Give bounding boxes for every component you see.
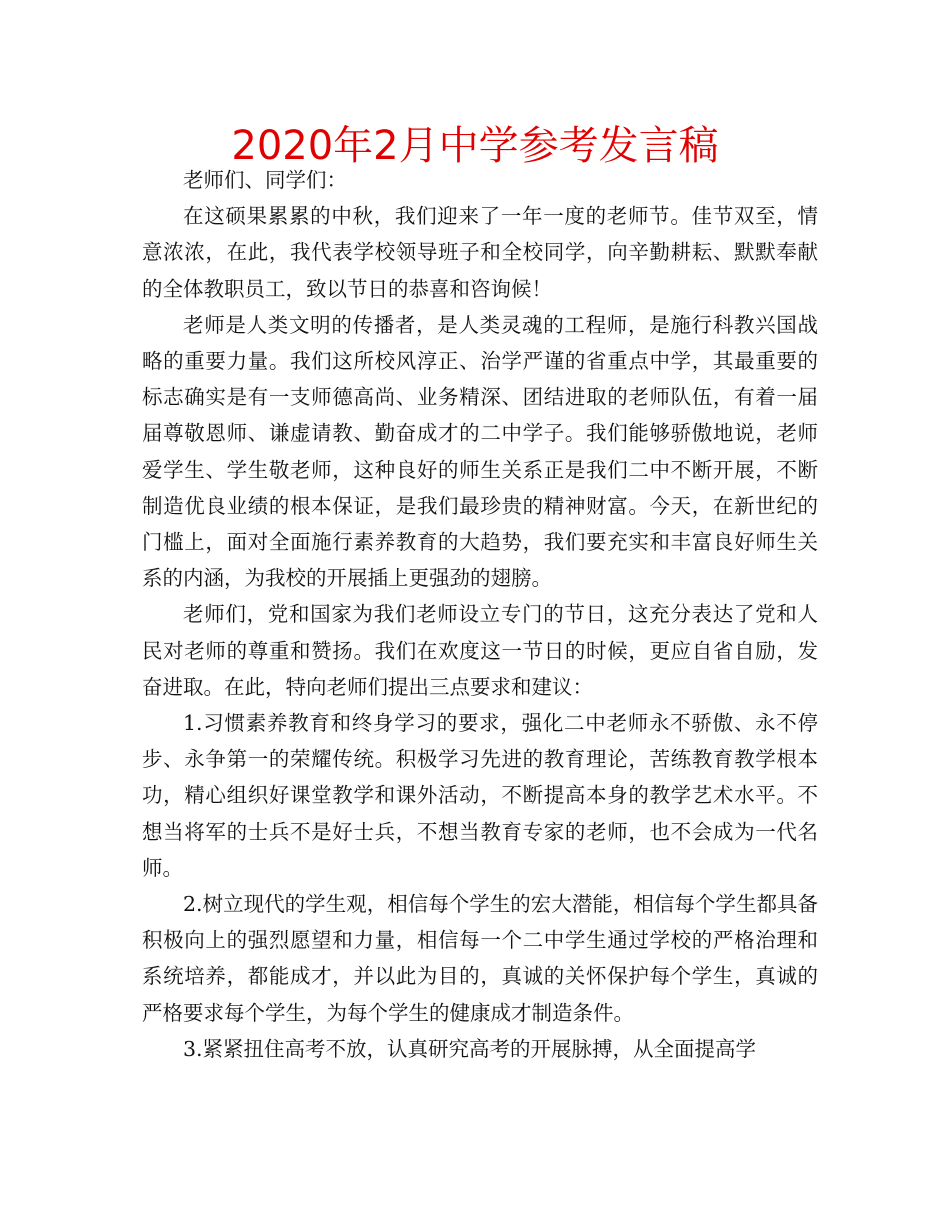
paragraph-2: 老师是人类文明的传播者，是人类灵魂的工程师，是施行科教兴国战略的重要力量。我们这所校风淳正、治学严谨的省重点中学，其最重要的标志确实是有一支师德高尚、业务精深、团结进取的老师队伍，有着一届届尊敬恩师、谦虚请教、勤奋成才的二中学子。我们能够骄傲地说，老师爱学生、学生敬老师，这种良好的师生关系正是我们二中不断开展，不断制造优良业绩的根本保证，是我们最珍贵的精神财富。今天，在新世纪的门槛上，面对全面施行素养教育的大趋势，我们要充实和丰富良好师生关系的内涵，为我校的开展插上更强劲的翅膀。 [142, 312, 818, 591]
paragraph-point-3: 3.紧紧扭住高考不放，认真研究高考的开展脉搏，从全面提高学 [183, 1036, 757, 1061]
paragraph-1: 在这硕果累累的中秋，我们迎来了一年一度的老师节。佳节双至，情意浓浓，在此，我代表学校领导班子和全校同学，向辛勤耕耘、默默奉献的全体教职员工，致以节日的恭喜和咨询候！ [142, 204, 818, 301]
paragraph-3: 老师们，党和国家为我们老师设立专门的节日，这充分表达了党和人民对老师的尊重和赞扬。我们在欢度这一节日的时候，更应自省自励，发奋进取。在此，特向老师们提出三点要求和建议： [142, 602, 818, 699]
document-title: 2020年2月中学参考发言稿 [231, 123, 719, 169]
paragraph-greeting: 老师们、同学们： [183, 168, 347, 192]
paragraph-point-1: 1.习惯素养教育和终身学习的要求，强化二中老师永不骄傲、永不停步、永争第一的荣耀传统。积极学习先进的教育理论，苦练教育教学根本功，精心组织好课堂教学和课外活动，不断提高本身的教学艺术水平。不想当将军的士兵不是好士兵，不想当教育专家的老师，也不会成为一代名师。 [142, 711, 818, 880]
paragraph-point-2: 2.树立现代的学生观，相信每个学生的宏大潜能，相信每个学生都具备积极向上的强烈愿望和力量，相信每一个二中学生通过学校的严格治理和系统培养，都能成才，并以此为目的，真诚的关怀保护每个学生，真诚的严格要求每个学生，为每个学生的健康成才制造条件。 [142, 892, 818, 1025]
document-body [142, 162, 818, 1067]
